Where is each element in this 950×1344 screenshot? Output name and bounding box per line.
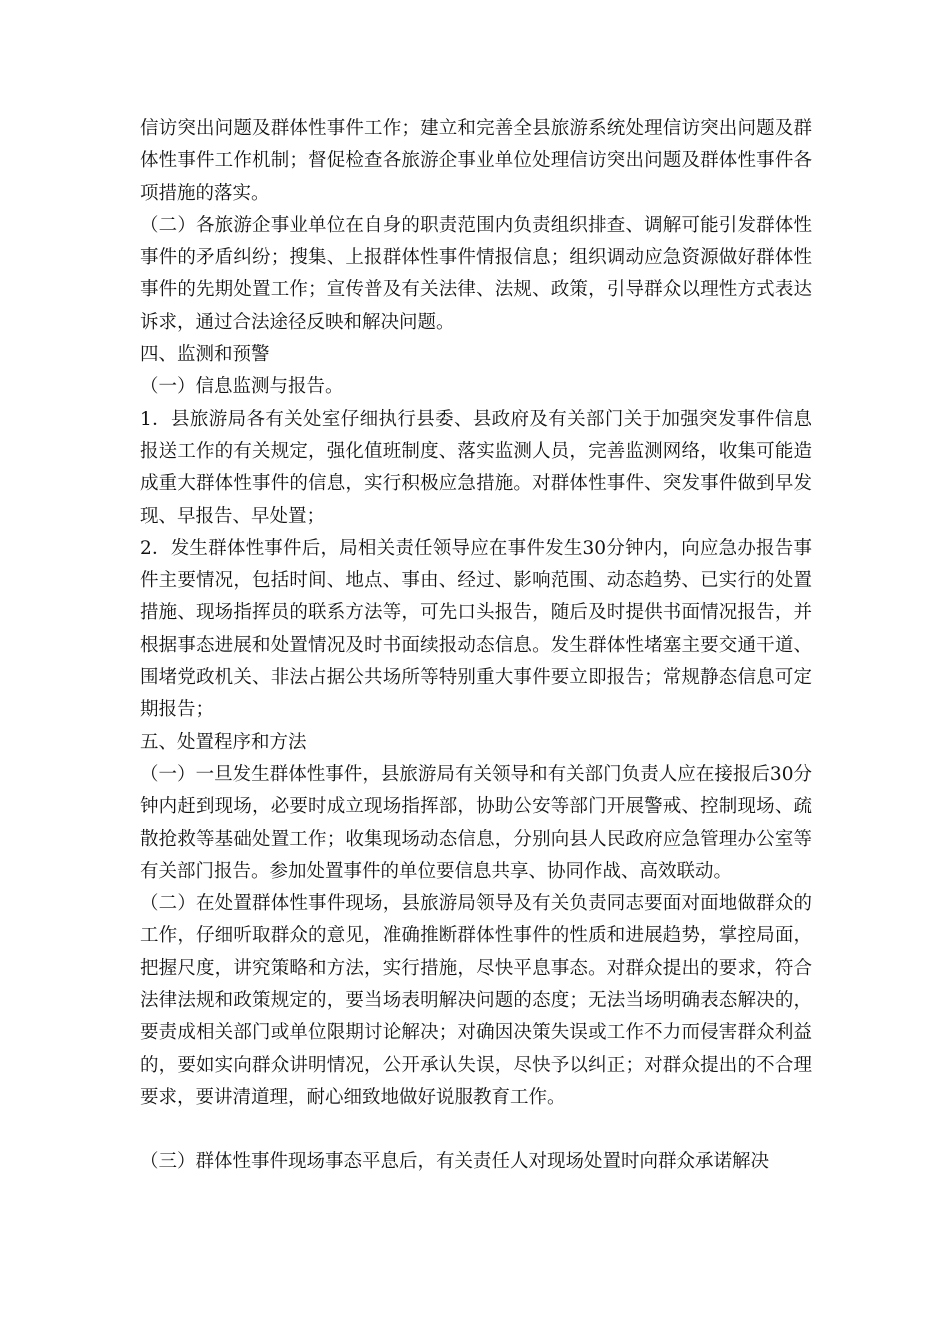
section-heading-4: 四、监测和预警 xyxy=(140,344,270,366)
paragraph-1: 信访突出问题及群体性事件工作；建立和完善全县旅游系统处理信访突出问题及群体性事件工作机制；督促检查各旅游企事业单位处理信访突出问题及群体性事件各项措施的落实。 xyxy=(140,118,812,204)
paragraph-2: （二）各旅游企事业单位在自身的职责范围内负责组织排查、调解可能引发群体性事件的矛盾纠纷；搜集、上报群体性事件情报信息；组织调动应急资源做好群体性事件的先期处置工作；宣传普及有关法律、法规、政策，引导群众以理性方式表达诉求，通过合法途径反映和解决问题。 xyxy=(140,214,812,333)
section-heading-5: 五、处置程序和方法 xyxy=(140,731,307,753)
paragraph-item-1: 1．县旅游局各有关处室仔细执行县委、县政府及有关部门关于加强突发事件信息报送工作的有关规定，强化值班制度、落实监测人员，完善监测网络，收集可能造成重大群体性事件的信息，实行积极应急措施。对群体性事件、突发事件做到早发现、早报告、早处置； xyxy=(140,408,812,527)
subsection-heading: （一）信息监测与报告。 xyxy=(140,376,344,398)
paragraph-procedure-2: （二）在处置群体性事件现场，县旅游局领导及有关负责同志要面对面地做群众的工作，仔细听取群众的意见，准确推断群体性事件的性质和进展趋势，掌控局面，把握尺度，讲究策略和方法，实行措施，尽快平息事态。对群众提出的要求，符合法律法规和政策规定的，要当场表明解决问题的态度；无法当场明确表态解决的，要责成相关部门或单位限期讨论解决；对确因决策失误或工作不力而侵害群众利益的，要如实向群众讲明情况，公开承认失误，尽快予以纠正；对群众提出的不合理要求，要讲清道理，耐心细致地做好说服教育工作。 xyxy=(140,893,812,1108)
document-body xyxy=(140,113,812,1179)
paragraph-item-2: 2．发生群体性事件后，局相关责任领导应在事件发生30分钟内，向应急办报告事件主要情况，包括时间、地点、事由、经过、影响范围、动态趋势、已实行的处置措施、现场指挥员的联系方法等，可先口头报告，随后及时提供书面情况报告，并根据事态进展和处置情况及时书面续报动态信息。发生群体性堵塞主要交通干道、围堵党政机关、非法占据公共场所等特别重大事件要立即报告；常规静态信息可定期报告； xyxy=(140,537,812,721)
paragraph-procedure-1: （一）一旦发生群体性事件，县旅游局有关领导和有关部门负责人应在接报后30分钟内赶到现场，必要时成立现场指挥部，协助公安等部门开展警戒、控制现场、疏散抢救等基础处置工作；收集现场动态信息，分别向县人民政府应急管理办公室等有关部门报告。参加处置事件的单位要信息共享、协同作战、高效联动。 xyxy=(140,763,812,882)
paragraph-procedure-3: （三）群体性事件现场事态平息后，有关责任人对现场处置时向群众承诺解决 xyxy=(140,1151,770,1173)
